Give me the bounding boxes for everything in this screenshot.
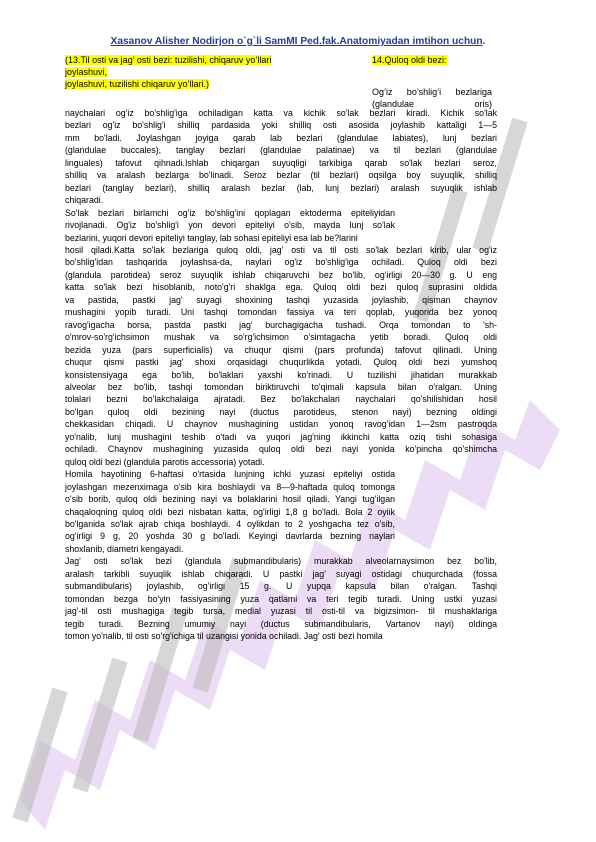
body-line: naychalari og'iz bo'shlig'iga ochiladigan katta va kichik so'lak bezlari kiradi. Kichik so'lak xyxy=(65,108,497,118)
body-line: katta so'lak bezi hisoblanib, noto'g'ri shaklga ega. Quloq oldi bezi quloq suprasini oldida xyxy=(65,282,497,293)
body-line: bo'lgan quloq oldi bezining nayi (ductus parotideus, stenon nayi) bezning oldingi xyxy=(65,406,497,417)
body-line: tomondan bezga bo'yin fassiyasining yuza qatlami va teri tegib turadi. Uning ustki yuzasi xyxy=(65,593,497,604)
body-line: ravog'igacha borsa, pastda pastki jag' burchagigacha tushadi. Orqa tomondan to 'sh- xyxy=(65,319,497,330)
body-line: chaqaloqning quloq oldi bezi nisbatan katta, og'irligi 1,8 g bo'ladi. Bola 2 oyiik xyxy=(65,506,395,517)
body-line: og'irligi 9 g, 20 yoshda 30 g bo'ladi. Keyingi davrlarda bezning naylari xyxy=(65,531,395,542)
body-line: mm bo'ladi. Joylashgan joyiga qarab lab bezlari (glandulae labiates), lunj bezlari xyxy=(65,132,497,143)
body-line: bezlarini, yuqori devori epiteliyi tanglay, lab sohasi epiteliyi esa lab be?larini xyxy=(65,232,358,243)
body-line: o'sib borib, quloq oldi bezining nayi va bolaklarini hosil qiladi. Yangi tug'ilgan xyxy=(65,494,395,505)
header-title: Xasanov Alisher Nodirjon o`g`li SamMI Ped.fak.Anatomiyadan imtihon uchun xyxy=(110,36,483,47)
body-line: bezida yuza (pars superficialis) va chuqur qismi (pars profunda) tafovut qilinadi. Uning xyxy=(65,344,497,355)
q13-line-3: joylashuvi, tuzilishi chiqaruv yo’llari.) xyxy=(65,79,210,90)
intro-word-a: (glandulae xyxy=(372,99,415,110)
body-line: bezlari (tanglay bezlari), shilliq aralash bezlar (lab, lunj bezlari) aralash suyuqlik ishlab xyxy=(65,182,497,193)
body-line: tomon yo'nalib, til osti so'rg'ichiga til uzangisi yonida ochiladi. Jag' osti bezi homila xyxy=(65,631,383,642)
body-line: chuqur qismi pastki jag' shoxi orqasidagi chuqurlikda yotadi. Quloq oldi bezi yumshoq xyxy=(65,357,497,368)
body-line: linguales) tafovut qihnadi.Ishlab chiqargan suyuqligi tarkibiga qarab so'lak bezlari seroz, xyxy=(65,157,497,168)
body-line: mushagini yopib turadi. Uni tashqi tomondan fassiya va teri qoplab, yuqorida bez yonoq xyxy=(65,307,497,318)
body-line: va pastida, pastki jag' suyagi shoxining tashqi yuzasida joylashib, qisman chaynov xyxy=(65,294,497,305)
body-line: joylashgan mezenximaga o'sib kira boshlaydi va 8—9-haftada quloq tomonga xyxy=(65,481,395,492)
body-line: tolalari bezni bo'lakchalaiga ajratadi. Bez bo'lakchalari naychalari qo'shilishidan hosil xyxy=(65,394,497,405)
body-line: chekkasidan chiqadi. U chaynov mushagining ustidan yonoq ravog'idan 1—2sm pastroqda xyxy=(65,419,497,430)
intro-line-1: Og’iz bo’shlig’i bezlariga xyxy=(372,87,492,97)
body-line: ochiladi. Chaynov mushagining yuzasida quloq oldi bezi nayi yonida ko'pincha qo'shimcha xyxy=(65,444,497,455)
body-line: alveolar bez bo'lib, tashqi tomondan biriktiruvchi to'qimali kapsula bilan o'ralgan. Uning xyxy=(65,381,497,392)
body-line: (glandula parotidea) seroz suyuqlik ishlab chiqaruvchi bez bo'lib, og'irligi 20—30 g. U eng xyxy=(65,269,497,280)
q13-line-1: (13.Til osti va jag’ osti bezi: tuzilishi, chiqaruv yo’llari xyxy=(65,55,272,65)
q14-title: 14.Quloq oldi bezi: xyxy=(372,55,447,65)
body-line: aralash tarkibli suyuqlik ishlab chiqaradi. U pastki jag' suyagi ostidagi chuqurchada (fossa xyxy=(65,568,497,579)
question-14-highlight xyxy=(372,54,492,66)
body-line: tegib turadi. Bezning umumiy nayi (ductus submandibularis, Vartanov nayi) oldinga xyxy=(65,618,497,629)
body-line: shilliq va aralash bezlarga bo'linadi. Seroz bezlar (til bezlari) oqsilga boy suyuqlik, shilliq xyxy=(65,170,497,181)
body-line: shoxlanib, diametri kengayadi. xyxy=(65,543,184,554)
body-line: jag'-til osti mushagiga tegib tursa, medial yuzasi til osti-til va bigizsimon- til mushaklariga xyxy=(65,606,497,617)
body-line: chiqaradi. xyxy=(65,195,104,206)
body-line: hosil qiladi.Katta so'lak bezlariga quloq oldi, jag' osti va til osti so'lak bezlari kirib, ular og'iz xyxy=(65,244,497,255)
body-line: (glandulae buccales), tanglay bezlari (glandulae palatinae) va til bezlari (glandulae xyxy=(65,145,497,156)
q13-line-2: joylashuvi, xyxy=(65,67,108,78)
body-line: Jag' osti so'lak bezi (glandula submandibularis) murakkab alveolarnaysimon bez bo'lib, xyxy=(65,556,497,567)
body-line: o'mrov-so'rg'ichsimon mushak va so'rg'ichsimon o'simtagacha yetib boradi. Quloq oldi xyxy=(65,332,497,343)
body-text xyxy=(65,107,497,642)
body-line: quloq oldi bezi (glandula parotis accessoria) yotadi. xyxy=(65,456,265,467)
body-line: bo'shlig'idan tashqarida joylashsa-da, naylari og'iz bo'shlig'iga ochiladi. Quloq oldi bezi xyxy=(65,257,497,268)
body-line: So'lak bezlari birlamchi og'iz bo'shlig'ini qoplagan ektoderma epiteliyidan xyxy=(65,207,395,218)
page-header xyxy=(0,36,596,47)
header-dot: . xyxy=(482,36,486,47)
body-line: yo'nalib, lunj mushagini teshib o'tadi va yuqori jag'ning ikkinchi katta oziq tishi sohasiga xyxy=(65,431,497,442)
body-line: bezlari og'iz bo'shlig'i shilliq pardasida yoki shilliq osti asosida joylashib kattaligi 1—5 xyxy=(65,120,497,131)
body-line: submandibularis) joylashib, og'irligi 15 g. U yupqa kapsula bilan o'ralgan. Tashqi xyxy=(65,581,497,592)
question-13-highlight xyxy=(65,54,363,91)
body-line: rivojlanadi. Og'iz bo'shlig'i yon devori epiteliyi o'sib, mayda lunj so'lak xyxy=(65,220,395,231)
intro-word-b: oris) xyxy=(474,99,492,110)
body-line: bo'lganida so'lak ajrab chiqa boshlaydi. 4 oylikdan to 2 yoshgacha tez o'sib, xyxy=(65,518,395,529)
body-line: konsistensiyaga ega bo'lib, bo'laklari yaxshi ko'rinadi. U tuzilishi jihatidan murakkab xyxy=(65,369,497,380)
body-line: Homila hayotining 6-haftasi o'rtasida lunjning ichki yuzasi epiteliyi ostida xyxy=(65,469,395,480)
